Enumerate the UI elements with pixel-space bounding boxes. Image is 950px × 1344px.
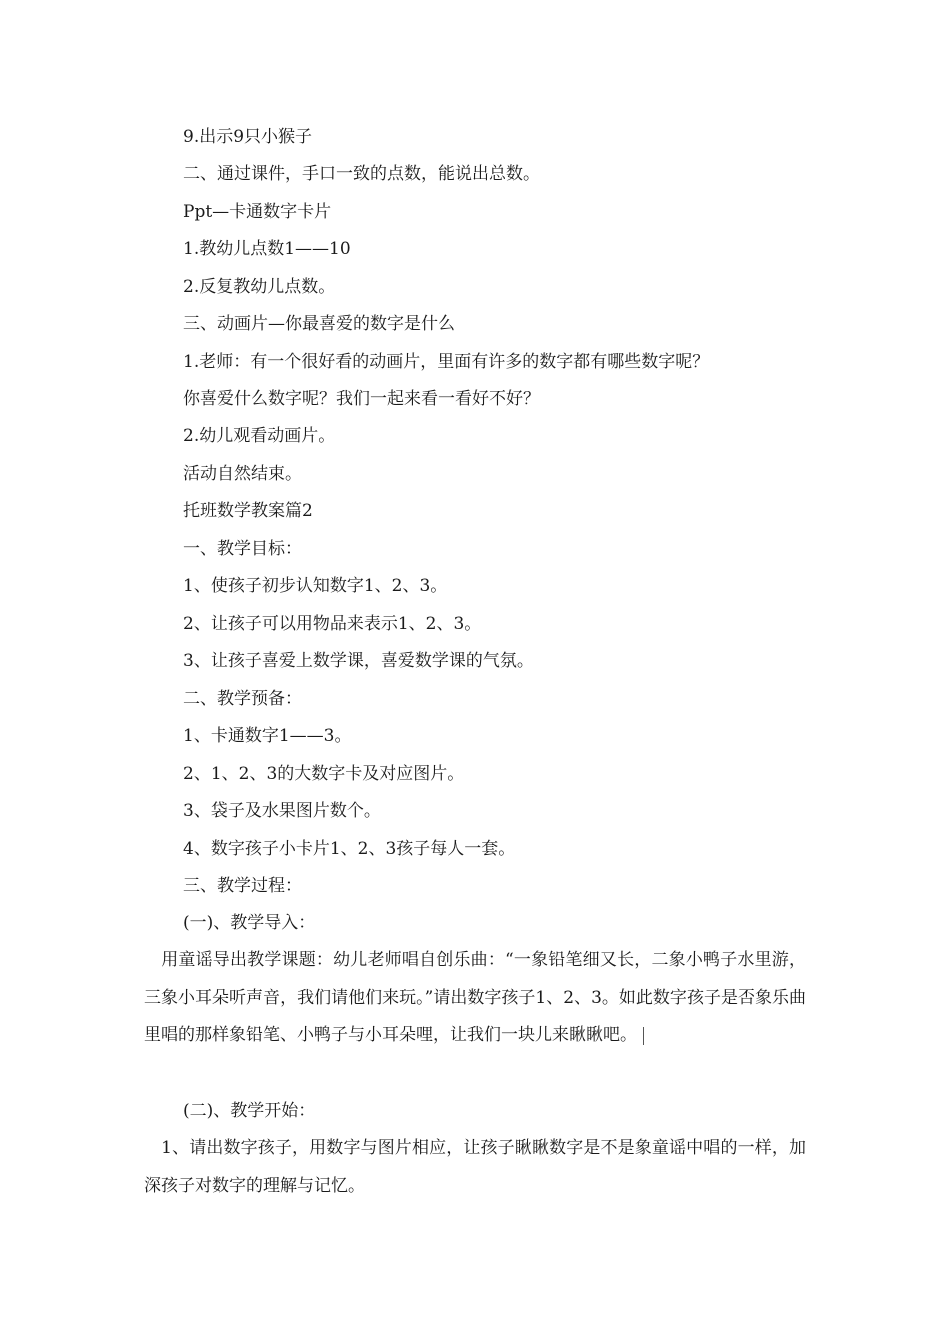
text-line: 2.反复教幼儿点数。 [183,277,336,297]
text-line: 1、使孩子初步认知数字1、2、3。 [183,576,448,596]
section-heading: 托班数学教案篇2 [183,501,313,521]
paragraph-text: 用童谣导出教学课题：幼儿老师唱自创乐曲：“一象铅笔细又长，二象小鸭子水里游，三象小耳朵听声音，我们请他们来玩。”请出数字孩子1、2、3。如此数字孩子是否象乐曲里唱的那样象铅笔、小鸭子与小耳朵哩，让我们一块儿来瞅瞅吧。 [144,950,806,1045]
text-line: 二、教学预备： [183,689,302,709]
text-line: 1.老师：有一个很好看的动画片，里面有许多的数字都有哪些数字呢？ [183,352,710,372]
text-line: 活动自然结束。 [183,464,302,484]
paragraph: 1、请出数字孩子，用数字与图片相应，让孩子瞅瞅数字是不是象童谣中唱的一样，加深孩子对数字的理解与记忆。 [144,1138,806,1196]
text-line: 三、动画片—你最喜爱的数字是什么 [183,314,455,334]
text-line: 三、教学过程： [183,876,302,896]
text-line: 1.教幼儿点数1——10 [183,239,351,259]
text-line: (二)、教学开始： [183,1101,316,1121]
paragraph [144,942,806,1055]
text-line: 2、1、2、3的大数字卡及对应图片。 [183,764,465,784]
text-line: 一、教学目标： [183,539,302,559]
text-line: 3、让孩子喜爱上数学课，喜爱数学课的气氛。 [183,651,534,671]
text-line: 你喜爱什么数字呢？我们一起来看一看好不好？ [183,389,540,409]
text-line: 4、数字孩子小卡片1、2、3孩子每人一套。 [183,839,516,859]
text-line: 二、通过课件，手口一致的点数，能说出总数。 [183,164,540,184]
text-line: Ppt—卡通数字卡片 [183,202,332,222]
text-cursor [643,1027,644,1045]
text-line: 3、袋子及水果图片数个。 [183,801,381,821]
text-line: 9.出示9只小猴子 [183,127,313,147]
text-line: 2、让孩子可以用物品来表示1、2、3。 [183,614,482,634]
text-line: 2.幼儿观看动画片。 [183,426,336,446]
text-line: 1、卡通数字1——3。 [183,726,352,746]
text-line: (一)、教学导入： [183,913,316,933]
